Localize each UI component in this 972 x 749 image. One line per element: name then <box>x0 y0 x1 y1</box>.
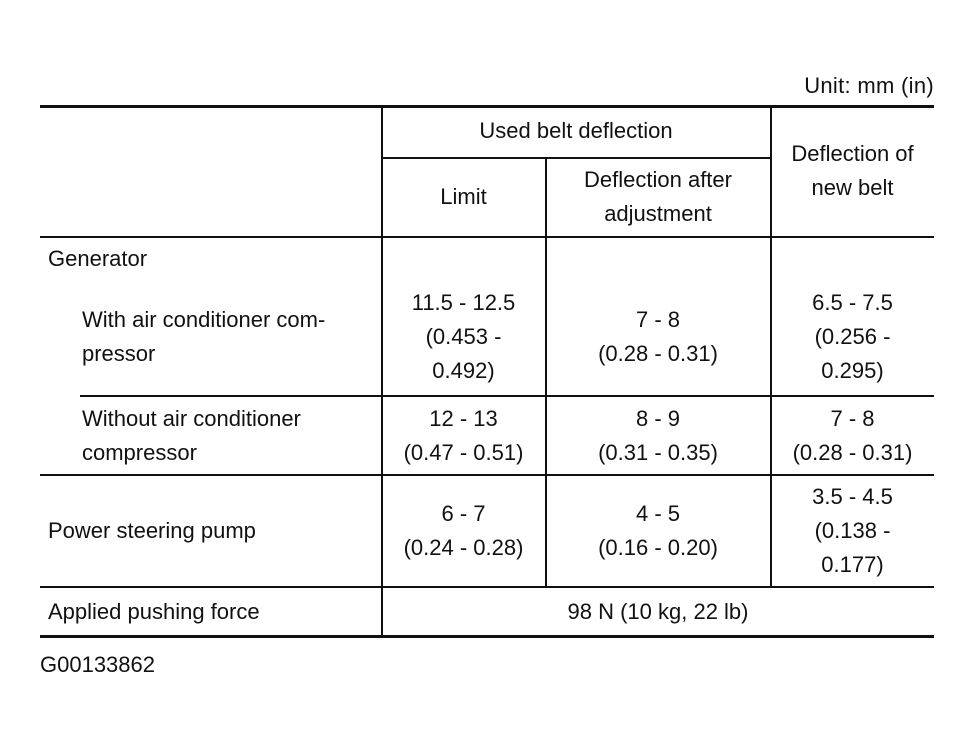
without-ac-limit: 12 - 13 (0.47 - 0.51) <box>403 405 524 465</box>
without-ac-after-adjustment: 8 - 9 (0.31 - 0.35) <box>598 405 718 465</box>
with-ac-after-adjustment: 7 - 8 (0.28 - 0.31) <box>598 307 718 366</box>
header-deflection-after-adjustment: Deflection after adjustment <box>584 167 732 226</box>
unit-label: Unit: mm (in) <box>804 73 934 98</box>
header-used-belt-deflection: Used belt deflection <box>479 118 673 143</box>
figure-id: G00133862 <box>40 652 155 677</box>
row-label-power-steering: Power steering pump <box>48 518 256 543</box>
pushing-force-value: 98 N (10 kg, 22 lb) <box>567 598 749 624</box>
with-ac-new-belt: 6.5 - 7.5 (0.256 - 0.295) <box>812 290 893 383</box>
power-steering-after-adjustment: 4 - 5 (0.16 - 0.20) <box>598 501 718 560</box>
row-label-pushing-force: Applied pushing force <box>48 598 260 624</box>
header-deflection-new-belt: Deflection of new belt <box>791 140 914 200</box>
header-limit: Limit <box>440 184 487 209</box>
row-label-with-ac: With air conditioner com- pressor <box>82 307 326 366</box>
row-label-generator: Generator <box>48 246 148 271</box>
power-steering-limit: 6 - 7 (0.24 - 0.28) <box>403 501 524 560</box>
header-bottom-rule <box>40 236 934 238</box>
table-bottom-rule <box>40 635 934 638</box>
with-ac-limit: 11.5 - 12.5 (0.453 - 0.492) <box>411 290 516 383</box>
power-steering-new-belt: 3.5 - 4.5 (0.138 - 0.177) <box>812 484 893 577</box>
row-label-without-ac: Without air conditioner compressor <box>82 405 301 465</box>
without-ac-new-belt: 7 - 8 (0.28 - 0.31) <box>792 405 913 465</box>
belt-deflection-table <box>40 105 934 638</box>
